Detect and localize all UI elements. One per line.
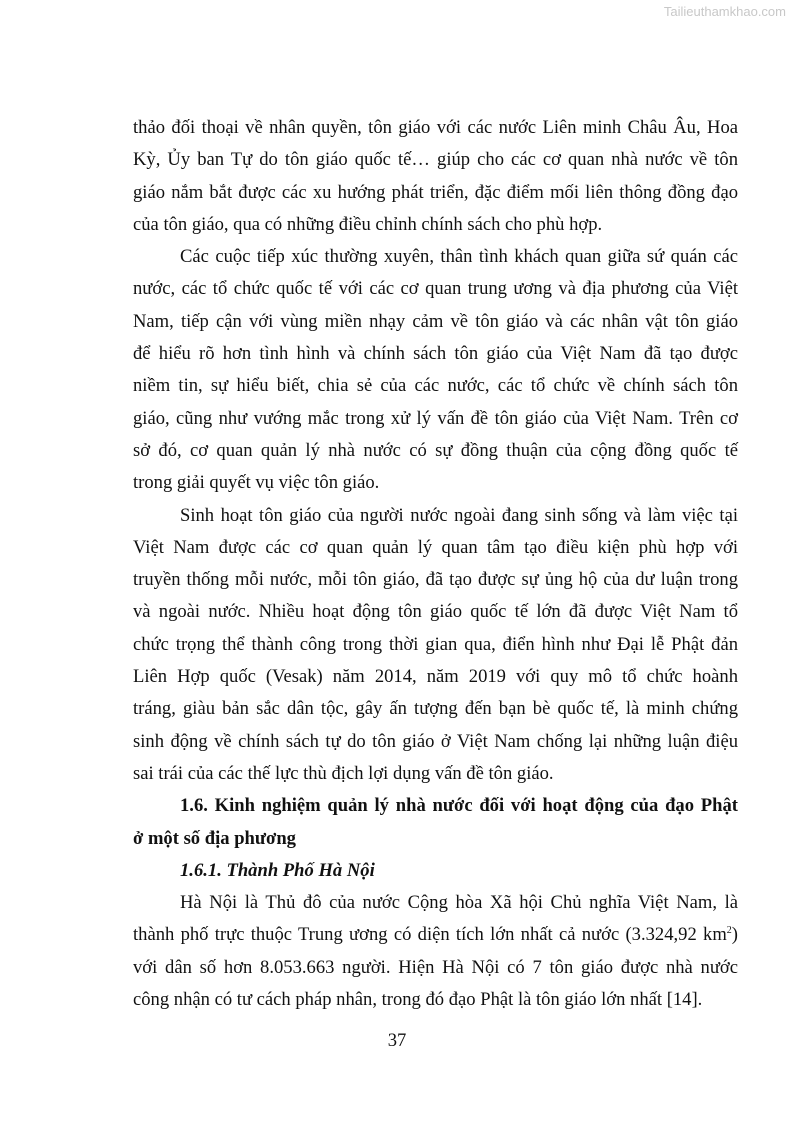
superscript: 2 xyxy=(726,925,732,937)
paragraph-line: Việt Nam được các cơ quan quản lý quan tâm tạo điều kiện phù hợp với xyxy=(133,536,738,558)
paragraph-line: Kỳ, Ủy ban Tự do tôn giáo quốc tế… giúp cho các cơ quan nhà nước về tôn xyxy=(133,149,738,171)
paragraph-line: giáo, cũng như vướng mắc trong xử lý vấn đề tôn giáo của Việt Nam. Trên cơ xyxy=(133,407,738,429)
text-run: ) xyxy=(731,924,738,946)
text-run: thành phố trực thuộc Trung ương có diện tích lớn nhất cả nước (3.324,92 km xyxy=(133,924,727,946)
paragraph-line: sở đó, cơ quan quản lý nhà nước có sự đồng thuận của cộng đồng quốc tế xyxy=(133,439,738,461)
paragraph-line: của tôn giáo, qua có những điều chỉnh chính sách cho phù hợp. xyxy=(133,213,603,235)
paragraph-line: Liên Hợp quốc (Vesak) năm 2014, năm 2019 với quy mô tổ chức hoành xyxy=(133,666,738,688)
paragraph-line: chức trọng thể thành công trong thời gian qua, điển hình như Đại lễ Phật đản xyxy=(133,633,738,655)
page-number: 37 xyxy=(387,1030,407,1051)
subsection-heading: 1.6.1. Thành Phố Hà Nội xyxy=(180,859,375,881)
paragraph-line xyxy=(133,919,738,951)
paragraph-line: niềm tin, sự hiểu biết, chia sẻ của các nước, các tổ chức về chính sách tôn xyxy=(133,375,738,397)
paragraph-line: trong giải quyết vụ việc tôn giáo. xyxy=(133,472,380,494)
paragraph-line: sai trái của các thế lực thù địch lợi dụng vấn đề tôn giáo. xyxy=(133,762,554,784)
paragraph-line: tráng, giàu bản sắc dân tộc, gây ấn tượng đến bạn bè quốc tế, là minh chứng xyxy=(133,698,738,720)
paragraph-line: Nam, tiếp cận với vùng miền nhạy cảm về tôn giáo và các nhân vật tôn giáo xyxy=(133,310,738,332)
paragraph-line: nước, các tổ chức quốc tế với các cơ quan trung ương và địa phương của Việt xyxy=(133,278,738,300)
document-body xyxy=(133,112,738,1016)
watermark: Tailieuthamkhao.com xyxy=(663,4,786,19)
paragraph-line: thảo đối thoại về nhân quyền, tôn giáo với các nước Liên minh Châu Âu, Hoa xyxy=(133,117,738,138)
paragraph-line: để hiểu rõ hơn tình hình và chính sách tôn giáo của Việt Nam đã tạo được xyxy=(133,343,738,365)
paragraph-line: giáo nắm bắt được các xu hướng phát triển, đặc điểm mối liên thông đồng đạo xyxy=(133,181,738,203)
paragraph-line: truyền thống mỗi nước, mỗi tôn giáo, đã tạo được sự ủng hộ của dư luận trong xyxy=(133,569,738,591)
paragraph-line: với dân số hơn 8.053.663 người. Hiện Hà Nội có 7 tôn giáo được nhà nước xyxy=(133,956,738,978)
paragraph-line: Sinh hoạt tôn giáo của người nước ngoài đang sinh sống và làm việc tại xyxy=(180,504,738,526)
paragraph-line: công nhận có tư cách pháp nhân, trong đó đạo Phật là tôn giáo lớn nhất [14]. xyxy=(133,989,703,1011)
paragraph-line: Hà Nội là Thủ đô của nước Cộng hòa Xã hội Chủ nghĩa Việt Nam, là xyxy=(180,892,738,914)
paragraph-line: Các cuộc tiếp xúc thường xuyên, thân tình khách quan giữa sứ quán các xyxy=(180,246,738,268)
section-heading-line-1: 1.6. Kinh nghiệm quản lý nhà nước đối với hoạt động của đạo Phật xyxy=(180,795,738,817)
paragraph-line: và ngoài nước. Nhiều hoạt động tôn giáo quốc tế lớn đã được Việt Nam tổ xyxy=(133,601,738,623)
section-heading-line-2: ở một số địa phương xyxy=(133,827,296,849)
paragraph-line: sinh động về chính sách tự do tôn giáo ở Việt Nam chống lại những luận điệu xyxy=(133,730,738,752)
